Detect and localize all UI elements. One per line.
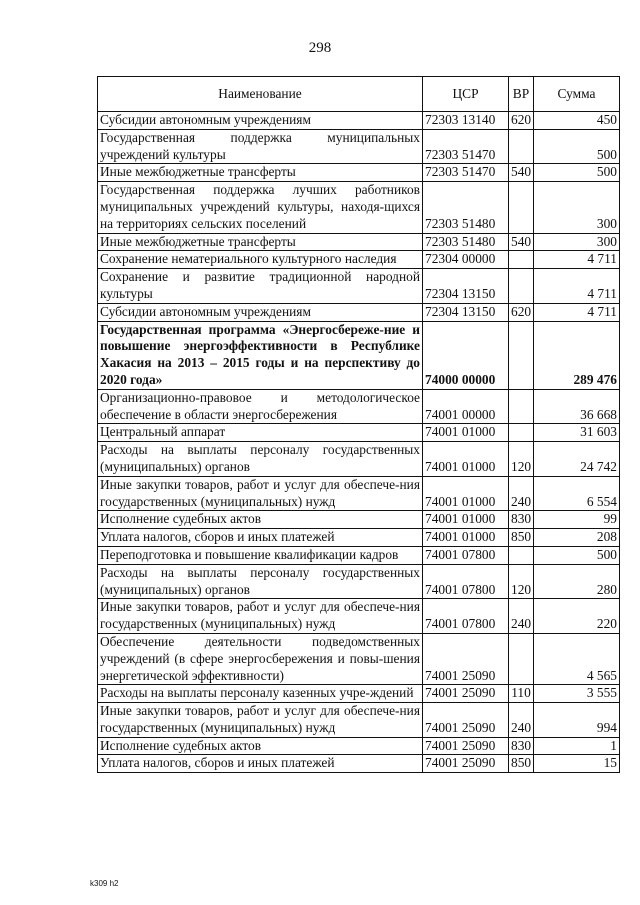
row-csr: 74001 07800 <box>423 546 509 564</box>
row-vr: 850 <box>509 755 534 773</box>
row-csr: 72304 13150 <box>423 303 509 321</box>
row-csr: 74001 01000 <box>423 424 509 442</box>
row-name: Организационно-правовое и методологическое обеспечение в области энергосбережения <box>98 389 423 424</box>
row-csr: 74001 01000 <box>423 529 509 547</box>
row-sum: 500 <box>534 164 620 182</box>
row-sum: 24 742 <box>534 442 620 477</box>
row-sum: 280 <box>534 564 620 599</box>
row-vr: 850 <box>509 529 534 547</box>
row-sum: 4 711 <box>534 303 620 321</box>
row-vr: 240 <box>509 599 534 634</box>
table-row <box>98 303 620 321</box>
row-csr: 72304 13150 <box>423 269 509 304</box>
row-vr: 620 <box>509 112 534 130</box>
row-name: Уплата налогов, сборов и иных платежей <box>98 755 423 773</box>
row-name: Исполнение судебных актов <box>98 511 423 529</box>
row-name: Иные закупки товаров, работ и услуг для обеспече-ния государственных (муниципальных) нужд <box>98 599 423 634</box>
row-sum: 208 <box>534 529 620 547</box>
row-vr: 620 <box>509 303 534 321</box>
row-vr: 540 <box>509 164 534 182</box>
row-sum: 4 711 <box>534 251 620 269</box>
table-row <box>98 233 620 251</box>
table-row <box>98 633 620 684</box>
row-vr <box>509 389 534 424</box>
row-vr: 240 <box>509 476 534 511</box>
row-vr <box>509 182 534 233</box>
row-vr <box>509 321 534 389</box>
row-sum: 994 <box>534 703 620 738</box>
row-sum: 99 <box>534 511 620 529</box>
row-name: Центральный аппарат <box>98 424 423 442</box>
table-row <box>98 703 620 738</box>
header-sum: Сумма <box>534 77 620 112</box>
row-csr: 74001 01000 <box>423 476 509 511</box>
budget-table <box>97 76 620 773</box>
row-name: Государственная программа «Энергосбереже-ние и повышение энергоэффективности в Республике Хакасия на 2013 – 2015 годы и на перспективу до 2020 года» <box>98 321 423 389</box>
row-sum: 450 <box>534 112 620 130</box>
row-name: Иные закупки товаров, работ и услуг для обеспече-ния государственных (муниципальных) нужд <box>98 703 423 738</box>
row-vr <box>509 633 534 684</box>
row-csr: 74001 07800 <box>423 564 509 599</box>
table-row <box>98 442 620 477</box>
page-number: 298 <box>308 40 332 56</box>
row-name: Расходы на выплаты персоналу государственных (муниципальных) органов <box>98 564 423 599</box>
row-vr <box>509 129 534 164</box>
row-sum: 289 476 <box>534 321 620 389</box>
row-csr: 74001 01000 <box>423 511 509 529</box>
table-row <box>98 321 620 389</box>
row-csr: 72303 51480 <box>423 182 509 233</box>
row-vr: 830 <box>509 737 534 755</box>
row-name: Субсидии автономным учреждениям <box>98 303 423 321</box>
row-name: Сохранение нематериального культурного наследия <box>98 251 423 269</box>
table-row <box>98 129 620 164</box>
row-csr: 74001 25090 <box>423 685 509 703</box>
table-row <box>98 511 620 529</box>
row-name: Переподготовка и повышение квалификации кадров <box>98 546 423 564</box>
table-row <box>98 389 620 424</box>
row-name: Сохранение и развитие традиционной народной культуры <box>98 269 423 304</box>
row-csr: 74000 00000 <box>423 321 509 389</box>
header-csr: ЦСР <box>423 77 509 112</box>
row-sum: 300 <box>534 233 620 251</box>
row-csr: 74001 25090 <box>423 633 509 684</box>
table-row <box>98 755 620 773</box>
row-sum: 3 555 <box>534 685 620 703</box>
row-sum: 300 <box>534 182 620 233</box>
header-name: Наименование <box>98 77 423 112</box>
table-row <box>98 251 620 269</box>
row-csr: 72304 00000 <box>423 251 509 269</box>
row-name: Уплата налогов, сборов и иных платежей <box>98 529 423 547</box>
table-header-row <box>98 77 620 112</box>
row-vr: 120 <box>509 442 534 477</box>
footer-code: k309 h2 <box>90 879 119 888</box>
row-name: Иные закупки товаров, работ и услуг для обеспече-ния государственных (муниципальных) нужд <box>98 476 423 511</box>
table-row <box>98 529 620 547</box>
row-vr: 830 <box>509 511 534 529</box>
row-name: Расходы на выплаты персоналу казенных учре-ждений <box>98 685 423 703</box>
row-vr <box>509 546 534 564</box>
table-row <box>98 685 620 703</box>
row-vr: 110 <box>509 685 534 703</box>
row-sum: 500 <box>534 546 620 564</box>
row-vr: 120 <box>509 564 534 599</box>
table-row <box>98 599 620 634</box>
row-name: Государственная поддержка муниципальных учреждений культуры <box>98 129 423 164</box>
row-name: Расходы на выплаты персоналу государственных (муниципальных) органов <box>98 442 423 477</box>
table-row <box>98 182 620 233</box>
table-body <box>98 112 620 773</box>
row-sum: 1 <box>534 737 620 755</box>
row-csr: 74001 07800 <box>423 599 509 634</box>
row-name: Государственная поддержка лучших работников муниципальных учреждений культуры, находя-щихся на территориях сельских поселений <box>98 182 423 233</box>
table-row <box>98 164 620 182</box>
table-row <box>98 269 620 304</box>
row-csr: 74001 01000 <box>423 442 509 477</box>
row-csr: 72303 51480 <box>423 233 509 251</box>
row-csr: 72303 51470 <box>423 129 509 164</box>
row-sum: 15 <box>534 755 620 773</box>
row-sum: 220 <box>534 599 620 634</box>
row-name: Иные межбюджетные трансферты <box>98 233 423 251</box>
row-name: Исполнение судебных актов <box>98 737 423 755</box>
row-vr <box>509 424 534 442</box>
row-csr: 72303 51470 <box>423 164 509 182</box>
table-row <box>98 564 620 599</box>
row-sum: 4 711 <box>534 269 620 304</box>
table-row <box>98 476 620 511</box>
row-vr <box>509 269 534 304</box>
row-name: Обеспечение деятельности подведомственных учреждений (в сфере энергосбережения и повы-шения энергетической эффективности) <box>98 633 423 684</box>
row-sum: 31 603 <box>534 424 620 442</box>
row-sum: 36 668 <box>534 389 620 424</box>
row-sum: 6 554 <box>534 476 620 511</box>
row-sum: 4 565 <box>534 633 620 684</box>
row-sum: 500 <box>534 129 620 164</box>
row-csr: 74001 25090 <box>423 703 509 738</box>
header-vr: ВР <box>509 77 534 112</box>
row-vr: 240 <box>509 703 534 738</box>
row-csr: 74001 00000 <box>423 389 509 424</box>
row-vr: 540 <box>509 233 534 251</box>
table-row <box>98 546 620 564</box>
row-csr: 72303 13140 <box>423 112 509 130</box>
table-row <box>98 112 620 130</box>
table-row <box>98 424 620 442</box>
table-row <box>98 737 620 755</box>
row-vr <box>509 251 534 269</box>
row-csr: 74001 25090 <box>423 755 509 773</box>
row-name: Иные межбюджетные трансферты <box>98 164 423 182</box>
row-name: Субсидии автономным учреждениям <box>98 112 423 130</box>
row-csr: 74001 25090 <box>423 737 509 755</box>
